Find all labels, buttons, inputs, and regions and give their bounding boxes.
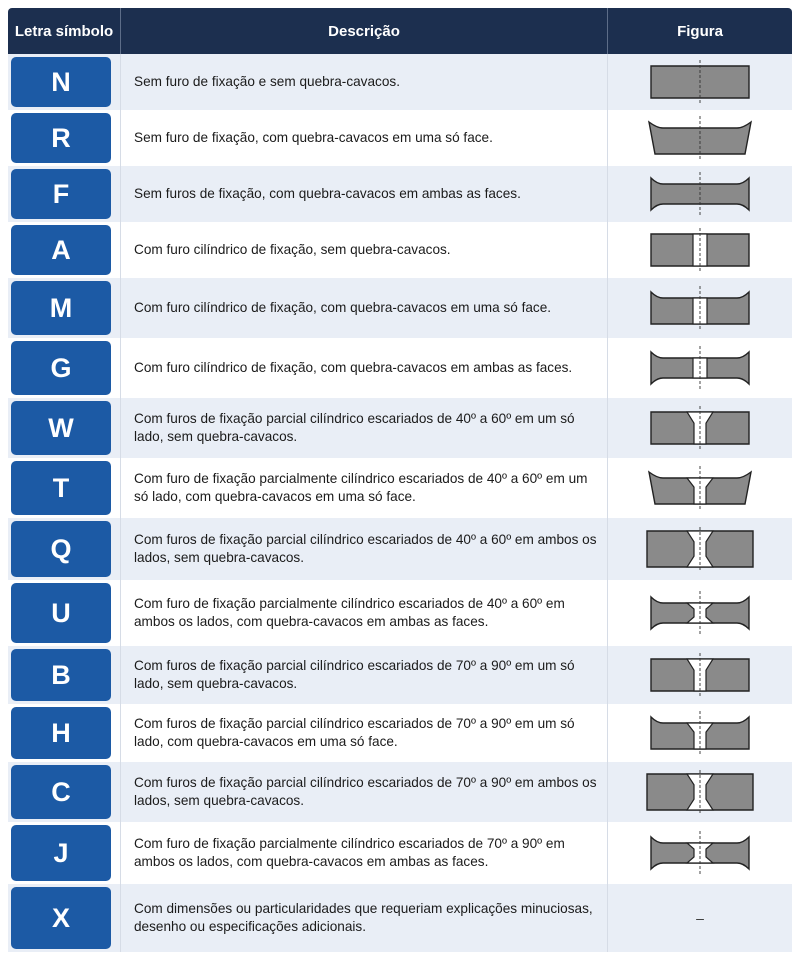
letter-symbol-badge: R (11, 113, 111, 163)
countersunk-70-90-both-sides-two-face-figure-icon (645, 831, 755, 875)
row-description: Com furos de fixação parcial cilíndrico escariados de 40º a 60º em um só lado, sem quebra-cavacos. (134, 410, 575, 444)
row-description: Sem furos de fixação, com quebra-cavacos em ambas as faces. (134, 185, 521, 201)
row-description: Sem furo de fixação, com quebra-cavacos em uma só face. (134, 129, 493, 145)
letter-symbol-badge: U (11, 583, 111, 643)
countersunk-40-60-one-side-one-face-figure-icon (645, 466, 755, 510)
table-row (8, 884, 792, 952)
cylindrical-hole-one-face-figure-icon (645, 286, 755, 330)
letter-symbol-badge: H (11, 707, 111, 759)
letter-symbol-badge: C (11, 765, 111, 819)
cylindrical-hole-two-face-figure-icon (645, 346, 755, 390)
row-figure (608, 338, 792, 398)
table-row (8, 54, 792, 110)
table-row (8, 278, 792, 338)
row-figure (608, 222, 792, 278)
countersunk-70-90-one-side-figure-icon (645, 653, 755, 697)
column-divider (120, 54, 121, 952)
letter-symbol-badge: G (11, 341, 111, 395)
letter-symbol-badge: F (11, 169, 111, 219)
table-row (8, 762, 792, 822)
no-figure-dash: – (696, 910, 704, 926)
table-row (8, 458, 792, 518)
row-figure (608, 884, 792, 952)
column-divider (607, 54, 608, 952)
header-figure: Figura (677, 22, 723, 40)
plain-insert-figure-icon (645, 60, 755, 104)
countersunk-70-90-both-sides-figure-icon (645, 770, 755, 814)
table-row (8, 166, 792, 222)
header-description: Descrição (328, 22, 400, 40)
row-description: Com furos de fixação parcial cilíndrico escariados de 40º a 60º em ambos os lados, sem quebra-cavacos. (134, 531, 597, 565)
letter-symbol-badge: Q (11, 521, 111, 577)
letter-symbol-badge: A (11, 225, 111, 275)
table-row (8, 646, 792, 704)
table-row (8, 222, 792, 278)
countersunk-70-90-one-side-one-face-figure-icon (645, 711, 755, 755)
row-figure (608, 646, 792, 704)
row-figure (608, 166, 792, 222)
header-letter-symbol: Letra símbolo (14, 22, 114, 40)
row-description: Sem furo de fixação e sem quebra-cavacos. (134, 73, 400, 89)
row-description: Com furo cilíndrico de fixação, com quebra-cavacos em ambas as faces. (134, 359, 573, 375)
countersunk-40-60-one-side-figure-icon (645, 406, 755, 450)
letter-symbol-badge: W (11, 401, 111, 455)
table-row (8, 580, 792, 646)
row-figure (608, 822, 792, 884)
table-header (8, 8, 792, 54)
row-figure (608, 398, 792, 458)
one-face-chipbreaker-figure-icon (645, 116, 755, 160)
table-row (8, 518, 792, 580)
row-description: Com furo cilíndrico de fixação, sem quebra-cavacos. (134, 241, 451, 257)
table-row (8, 110, 792, 166)
letter-symbol-badge: B (11, 649, 111, 701)
row-figure (608, 278, 792, 338)
row-figure (608, 704, 792, 762)
table-row (8, 704, 792, 762)
row-description: Com furos de fixação parcial cilíndrico escariados de 70º a 90º em um só lado, com quebra-cavacos em uma só face. (134, 715, 575, 749)
row-description: Com furos de fixação parcial cilíndrico escariados de 70º a 90º em um só lado, sem quebra-cavacos. (134, 657, 575, 691)
row-figure (608, 580, 792, 646)
row-description: Com furo de fixação parcialmente cilíndrico escariados de 40º a 60º em ambos os lados, com quebra-cavacos em ambas as faces. (134, 595, 565, 629)
row-description: Com furo cilíndrico de fixação, com quebra-cavacos em uma só face. (134, 299, 552, 315)
row-figure (608, 762, 792, 822)
table-row (8, 822, 792, 884)
letter-symbol-badge: X (11, 887, 111, 949)
letter-symbol-badge: N (11, 57, 111, 107)
table-row (8, 338, 792, 398)
countersunk-40-60-both-sides-two-face-figure-icon (645, 591, 755, 635)
letter-symbol-badge: J (11, 825, 111, 881)
row-figure (608, 458, 792, 518)
cylindrical-hole-figure-icon (645, 228, 755, 272)
row-figure (608, 54, 792, 110)
countersunk-40-60-both-sides-figure-icon (645, 527, 755, 571)
row-figure (608, 518, 792, 580)
two-face-chipbreaker-figure-icon (645, 172, 755, 216)
letter-symbol-badge: T (11, 461, 111, 515)
row-description: Com furos de fixação parcial cilíndrico escariados de 70º a 90º em ambos os lados, sem quebra-cavacos. (134, 774, 597, 808)
row-description: Com furo de fixação parcialmente cilíndrico escariados de 70º a 90º em ambos os lados, com quebra-cavacos em ambas as faces. (134, 835, 565, 869)
row-figure (608, 110, 792, 166)
table-row (8, 398, 792, 458)
letter-symbol-badge: M (11, 281, 111, 335)
row-description: Com dimensões ou particularidades que requeriam explicações minuciosas, desenho ou especificações adicionais. (134, 900, 593, 934)
row-description: Com furo de fixação parcialmente cilíndrico escariados de 40º a 60º em um só lado, com quebra-cavacos em uma só face. (134, 470, 588, 504)
